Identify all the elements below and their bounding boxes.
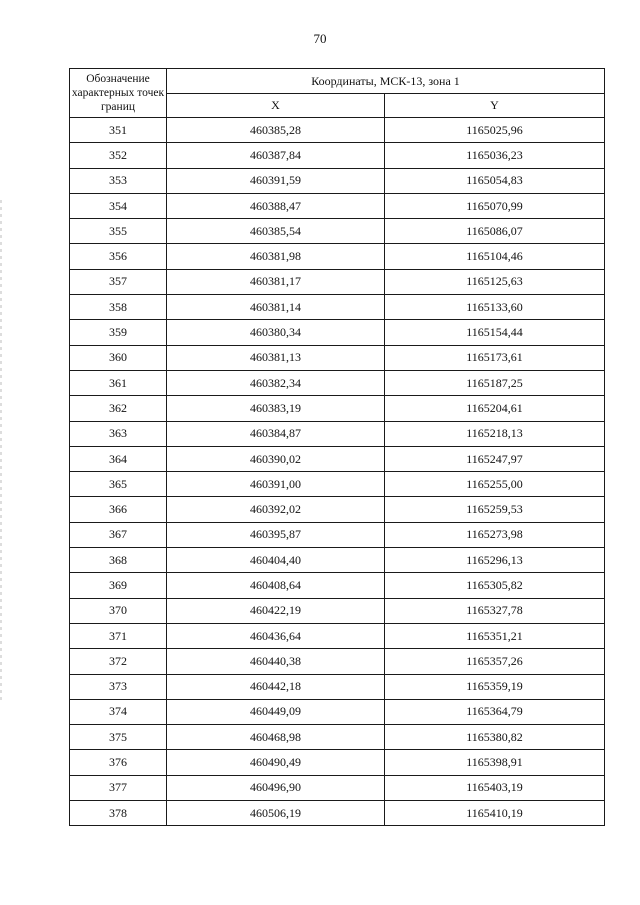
x-coordinate-cell: 460391,59 [167,168,385,193]
y-coordinate-cell: 1165218,13 [385,421,605,446]
table-row [70,396,605,421]
y-coordinate-cell: 1165305,82 [385,573,605,598]
table-row [70,801,605,826]
table-row [70,193,605,218]
point-id-cell: 371 [70,623,167,648]
y-coordinate-cell: 1165364,79 [385,699,605,724]
table-row [70,725,605,750]
page-number: 70 [313,31,327,46]
y-column-header: Y [385,94,605,118]
point-id-cell: 373 [70,674,167,699]
y-coordinate-cell: 1165380,82 [385,725,605,750]
x-coordinate-cell: 460391,00 [167,472,385,497]
table-row [70,497,605,522]
y-coordinate-cell: 1165403,19 [385,775,605,800]
y-coordinate-cell: 1165036,23 [385,143,605,168]
y-coordinate-cell: 1165086,07 [385,219,605,244]
x-coordinate-cell: 460383,19 [167,396,385,421]
y-coordinate-cell: 1165247,97 [385,446,605,471]
table-body [70,118,605,826]
point-designation-header: Обозначение характерных точек границ [70,69,167,118]
point-id-cell: 367 [70,522,167,547]
table-row [70,168,605,193]
point-id-cell: 354 [70,193,167,218]
table-row [70,649,605,674]
table-row [70,623,605,648]
point-id-cell: 363 [70,421,167,446]
x-column-header: X [167,94,385,118]
table-row [70,522,605,547]
table-row [70,320,605,345]
x-coordinate-cell: 460388,47 [167,193,385,218]
x-coordinate-cell: 460382,34 [167,370,385,395]
x-coordinate-cell: 460395,87 [167,522,385,547]
x-coordinate-cell: 460468,98 [167,725,385,750]
point-id-cell: 378 [70,801,167,826]
x-coordinate-cell: 460490,49 [167,750,385,775]
table-row [70,219,605,244]
point-id-cell: 352 [70,143,167,168]
point-id-cell: 364 [70,446,167,471]
table-row [70,598,605,623]
table-row [70,143,605,168]
coordinates-table [69,68,605,826]
y-coordinate-cell: 1165296,13 [385,548,605,573]
y-coordinate-cell: 1165070,99 [385,193,605,218]
x-coordinate-cell: 460449,09 [167,699,385,724]
y-coordinate-cell: 1165410,19 [385,801,605,826]
y-coordinate-cell: 1165104,46 [385,244,605,269]
x-coordinate-cell: 460436,64 [167,623,385,648]
point-id-cell: 375 [70,725,167,750]
point-id-cell: 362 [70,396,167,421]
table-row [70,548,605,573]
table-row [70,573,605,598]
x-coordinate-cell: 460404,40 [167,548,385,573]
table-row [70,699,605,724]
x-coordinate-cell: 460422,19 [167,598,385,623]
table-row [70,345,605,370]
y-coordinate-cell: 1165125,63 [385,269,605,294]
x-coordinate-cell: 460381,13 [167,345,385,370]
table-row [70,446,605,471]
point-id-cell: 357 [70,269,167,294]
point-id-cell: 358 [70,295,167,320]
x-coordinate-cell: 460380,34 [167,320,385,345]
y-coordinate-cell: 1165259,53 [385,497,605,522]
table-row [70,775,605,800]
point-id-cell: 369 [70,573,167,598]
coordinates-system-header: Координаты, МСК-13, зона 1 [167,69,605,94]
x-coordinate-cell: 460442,18 [167,674,385,699]
table-row [70,295,605,320]
table-header-row [70,69,605,94]
point-id-cell: 353 [70,168,167,193]
x-coordinate-cell: 460381,14 [167,295,385,320]
y-coordinate-cell: 1165351,21 [385,623,605,648]
point-id-cell: 374 [70,699,167,724]
table-row [70,370,605,395]
point-id-cell: 359 [70,320,167,345]
point-id-cell: 365 [70,472,167,497]
point-id-cell: 360 [70,345,167,370]
table-row [70,244,605,269]
table-row [70,674,605,699]
point-id-cell: 351 [70,118,167,143]
point-id-cell: 377 [70,775,167,800]
point-id-cell: 376 [70,750,167,775]
y-coordinate-cell: 1165255,00 [385,472,605,497]
table-row [70,118,605,143]
point-id-cell: 356 [70,244,167,269]
y-coordinate-cell: 1165204,61 [385,396,605,421]
point-id-cell: 368 [70,548,167,573]
point-id-cell: 370 [70,598,167,623]
table-row [70,269,605,294]
point-id-cell: 361 [70,370,167,395]
x-coordinate-cell: 460392,02 [167,497,385,522]
y-coordinate-cell: 1165327,78 [385,598,605,623]
y-coordinate-cell: 1165025,96 [385,118,605,143]
y-coordinate-cell: 1165398,91 [385,750,605,775]
y-coordinate-cell: 1165359,19 [385,674,605,699]
y-coordinate-cell: 1165054,83 [385,168,605,193]
y-coordinate-cell: 1165273,98 [385,522,605,547]
x-coordinate-cell: 460381,98 [167,244,385,269]
y-coordinate-cell: 1165173,61 [385,345,605,370]
x-coordinate-cell: 460390,02 [167,446,385,471]
x-coordinate-cell: 460387,84 [167,143,385,168]
point-id-cell: 366 [70,497,167,522]
point-id-cell: 355 [70,219,167,244]
x-coordinate-cell: 460381,17 [167,269,385,294]
point-id-cell: 372 [70,649,167,674]
x-coordinate-cell: 460408,64 [167,573,385,598]
x-coordinate-cell: 460385,54 [167,219,385,244]
table-row [70,750,605,775]
x-coordinate-cell: 460384,87 [167,421,385,446]
y-coordinate-cell: 1165187,25 [385,370,605,395]
x-coordinate-cell: 460506,19 [167,801,385,826]
x-coordinate-cell: 460496,90 [167,775,385,800]
x-coordinate-cell: 460385,28 [167,118,385,143]
y-coordinate-cell: 1165154,44 [385,320,605,345]
x-coordinate-cell: 460440,38 [167,649,385,674]
table-row [70,472,605,497]
scan-margin-artifact [0,200,2,700]
table-row [70,421,605,446]
y-coordinate-cell: 1165133,60 [385,295,605,320]
y-coordinate-cell: 1165357,26 [385,649,605,674]
